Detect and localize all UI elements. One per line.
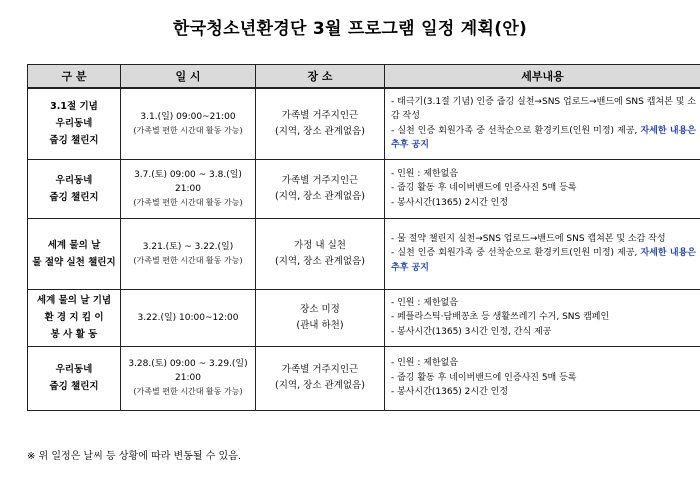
detail-item	[391, 325, 696, 340]
program-name	[28, 289, 121, 346]
header-datetime: 일 시	[121, 65, 256, 89]
datetime-range: 3.7.(토) 09:00 ~ 3.8.(일) 21:00	[134, 169, 242, 194]
detail-text: - 물 절약 챌린지 실천→SNS 업로드→밴드에 SNS 캡쳐본 및 소감 작성	[391, 233, 666, 244]
program-name	[28, 88, 121, 159]
datetime-note: (가족별 편한 시간대 활동 가능)	[133, 387, 243, 396]
program-place	[256, 346, 385, 410]
place-line: (지역, 장소 관계없음)	[275, 190, 365, 202]
program-details	[385, 218, 700, 289]
table-row	[28, 88, 700, 159]
place-line: (관내 하천)	[296, 319, 344, 331]
program-place	[256, 289, 385, 346]
program-name-line: 세계 물의 날	[47, 239, 101, 251]
detail-item	[391, 232, 696, 247]
program-name-line: 세계 물의 날 기념	[36, 295, 112, 306]
datetime-note: (가족별 편한 시간대 활동 가능)	[133, 255, 243, 265]
program-details	[385, 346, 700, 410]
program-name-line: 물 절약 실천 챌린지	[32, 256, 116, 268]
place-line: (지역, 장소 관계없음)	[275, 255, 365, 267]
datetime-range: 3.1.(일) 09:00~21:00	[140, 111, 236, 122]
detail-text: - 줍깅 활동 후 네이버밴드에 인증사진 5매 등록	[391, 372, 577, 383]
header-category: 구 분	[28, 65, 121, 89]
program-place	[256, 218, 385, 289]
program-datetime	[121, 88, 256, 159]
detail-item	[391, 196, 696, 211]
datetime-range: 3.28.(토) 09:00 ~ 3.29.(일) 21:00	[128, 359, 248, 383]
program-place	[256, 88, 385, 159]
detail-item	[391, 246, 696, 275]
detail-item	[391, 181, 696, 196]
detail-item	[391, 124, 696, 153]
program-name-line: 우리동네	[55, 364, 93, 375]
datetime-note: (가족별 편한 시간대 활동 가능)	[133, 197, 243, 207]
footnote: ※ 위 일정은 날씨 등 상황에 따라 변동될 수 있음.	[27, 451, 242, 462]
program-name-line: 줍깅 챌린지	[49, 135, 99, 147]
program-datetime	[121, 218, 256, 289]
detail-item	[391, 95, 696, 124]
program-name-line: 우리동네	[55, 174, 93, 186]
detail-text: - 실천 인증 회원가족 중 선착순으로 환경키트(인원 미정) 제공,	[391, 125, 641, 136]
detail-item	[391, 371, 696, 386]
program-name-line: 3.1절 기념	[50, 101, 98, 113]
detail-text: - 태극기(3.1절 기념) 인증 줍깅 실천→SNS 업로드→밴드에 SNS 캡쳐본 및 소감 작성	[391, 96, 696, 122]
program-name	[28, 159, 121, 218]
program-datetime	[121, 289, 256, 346]
detail-notice-emphasis: 자세한 내용은 추후 공지	[391, 248, 696, 273]
table-row	[28, 346, 700, 410]
schedule-table	[27, 64, 700, 411]
program-datetime	[121, 159, 256, 218]
detail-text: - 실천 인증 회원가족 중 선착순으로 환경키트(인원 미정) 제공,	[391, 248, 641, 259]
detail-item	[391, 167, 696, 182]
program-details	[385, 88, 700, 159]
table-row	[28, 159, 700, 218]
detail-item	[391, 356, 696, 371]
program-name-line: 줍깅 챌린지	[49, 381, 99, 392]
program-name-line: 우리동네	[55, 118, 93, 130]
table-header-row	[28, 65, 700, 89]
detail-text: - 봉사시간(1365) 3시간 인정, 간식 제공	[391, 326, 552, 337]
program-place	[256, 159, 385, 218]
detail-text: - 인원 : 제한없음	[391, 358, 459, 369]
header-details: 세부내용	[385, 65, 700, 89]
place-line: (지역, 장소 관계없음)	[275, 380, 365, 391]
program-name	[28, 346, 121, 410]
detail-text: - 페플라스틱·담배꽁초 등 생활쓰레기 수거, SNS 캠페인	[391, 312, 610, 323]
detail-text: - 인원 : 제한없음	[391, 168, 459, 179]
detail-text: - 봉사시간(1365) 2시간 인정	[391, 197, 509, 208]
header-place: 장 소	[256, 65, 385, 89]
program-details	[385, 289, 700, 346]
datetime-note: (가족별 편한 시간대 활동 가능)	[133, 125, 243, 135]
document-title: 한국청소년환경단 3월 프로그램 일정 계획(안)	[172, 19, 528, 39]
program-datetime	[121, 346, 256, 410]
table-row	[28, 289, 700, 346]
detail-item	[391, 310, 696, 325]
program-name-line: 봉 사 활 동	[50, 329, 98, 340]
schedule-body	[28, 88, 700, 410]
detail-notice-emphasis: 자세한 내용은 추후 공지	[391, 125, 696, 151]
place-line: (지역, 장소 관계없음)	[275, 125, 365, 137]
datetime-range: 3.21.(토) ~ 3.22.(일)	[142, 241, 234, 252]
detail-text: - 인원 : 제한없음	[391, 297, 459, 308]
program-name-line: 환 경 지 킴 이	[44, 312, 104, 323]
program-name-line: 줍깅 챌린지	[49, 191, 99, 203]
detail-text: - 줍깅 활동 후 네이버밴드에 인증사진 5매 등록	[391, 183, 577, 194]
datetime-range: 3.22.(일) 10:00~12:00	[137, 312, 239, 323]
place-line: 가정 내 실천	[294, 239, 346, 251]
place-line: 가족별 거주지인근	[281, 364, 359, 375]
detail-item	[391, 296, 696, 311]
program-details	[385, 159, 700, 218]
place-line: 장소 미정	[300, 303, 340, 315]
place-line: 가족별 거주지인근	[281, 109, 359, 121]
detail-item	[391, 385, 696, 400]
detail-text: - 봉사시간(1365) 2시간 인정	[391, 387, 509, 398]
program-name	[28, 218, 121, 289]
table-row	[28, 218, 700, 289]
place-line: 가족별 거주지인근	[281, 174, 359, 186]
